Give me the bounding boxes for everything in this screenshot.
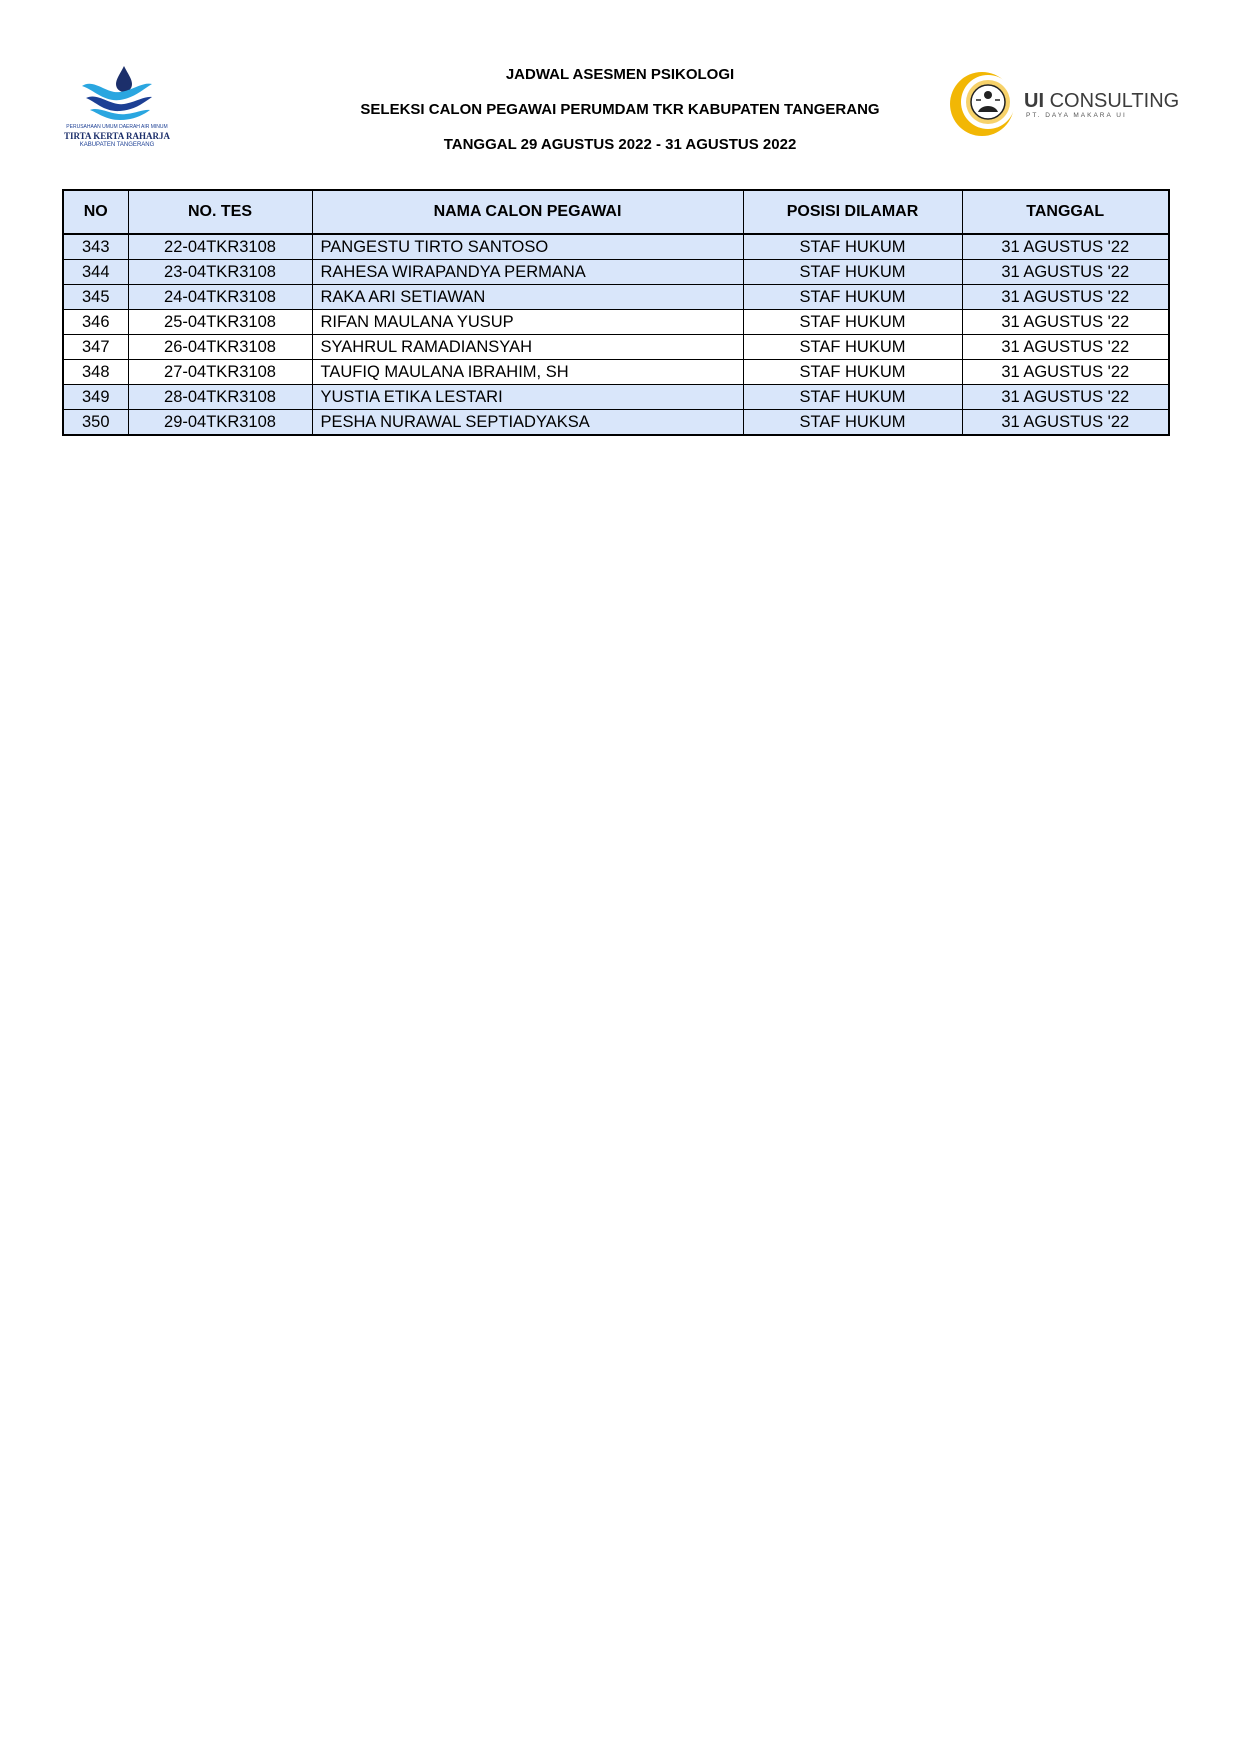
cell-nama: RAKA ARI SETIAWAN — [312, 285, 743, 310]
column-header-nama: NAMA CALON PEGAWAI — [312, 190, 743, 234]
cell-posisi: STAF HUKUM — [743, 385, 962, 410]
table-row — [63, 360, 1169, 385]
cell-tanggal: 31 AGUSTUS '22 — [962, 310, 1169, 335]
logo-bottom-text: KABUPATEN TANGERANG — [79, 142, 155, 148]
cell-no: 348 — [63, 360, 128, 385]
cell-nama: PESHA NURAWAL SEPTIADYAKSA — [312, 410, 743, 436]
ui-consulting-logo — [948, 70, 1180, 140]
cell-no: 350 — [63, 410, 128, 436]
table-row — [63, 234, 1169, 260]
cell-no: 345 — [63, 285, 128, 310]
cell-no: 343 — [63, 234, 128, 260]
cell-no-tes: 26-04TKR3108 — [128, 335, 312, 360]
cell-posisi: STAF HUKUM — [743, 360, 962, 385]
cell-tanggal: 31 AGUSTUS '22 — [962, 285, 1169, 310]
cell-no-tes: 22-04TKR3108 — [128, 234, 312, 260]
schedule-table — [62, 189, 1170, 436]
ui-consulting-subtitle: PT. DAYA MAKARA UI — [1026, 112, 1127, 119]
cell-no: 349 — [63, 385, 128, 410]
cell-tanggal: 31 AGUSTUS '22 — [962, 360, 1169, 385]
cell-posisi: STAF HUKUM — [743, 260, 962, 285]
cell-posisi: STAF HUKUM — [743, 335, 962, 360]
cell-no: 344 — [63, 260, 128, 285]
tirta-kerta-raharja-logo — [62, 64, 172, 154]
cell-no-tes: 23-04TKR3108 — [128, 260, 312, 285]
cell-tanggal: 31 AGUSTUS '22 — [962, 260, 1169, 285]
cell-no-tes: 28-04TKR3108 — [128, 385, 312, 410]
water-wave-logo-icon — [80, 64, 154, 122]
column-header-no: NO — [63, 190, 128, 234]
cell-nama: RAHESA WIRAPANDYA PERMANA — [312, 260, 743, 285]
cell-no-tes: 27-04TKR3108 — [128, 360, 312, 385]
table-row — [63, 260, 1169, 285]
table-row — [63, 335, 1169, 360]
cell-no: 346 — [63, 310, 128, 335]
cell-nama: TAUFIQ MAULANA IBRAHIM, SH — [312, 360, 743, 385]
cell-posisi: STAF HUKUM — [743, 410, 962, 436]
title-line-2: SELEKSI CALON PEGAWAI PERUMDAM TKR KABUPATEN TANGERANG — [360, 101, 880, 118]
cell-nama: RIFAN MAULANA YUSUP — [312, 310, 743, 335]
cell-posisi: STAF HUKUM — [743, 285, 962, 310]
cell-tanggal: 31 AGUSTUS '22 — [962, 410, 1169, 436]
cell-no-tes: 29-04TKR3108 — [128, 410, 312, 436]
column-header-no-tes: NO. TES — [128, 190, 312, 234]
column-header-posisi: POSISI DILAMAR — [743, 190, 962, 234]
cell-no: 347 — [63, 335, 128, 360]
cell-nama: SYAHRUL RAMADIANSYAH — [312, 335, 743, 360]
logo-top-text: PERUSAHAAN UMUM DAERAH AIR MINUM — [66, 124, 168, 130]
cell-nama: YUSTIA ETIKA LESTARI — [312, 385, 743, 410]
cell-tanggal: 31 AGUSTUS '22 — [962, 234, 1169, 260]
cell-nama: PANGESTU TIRTO SANTOSO — [312, 234, 743, 260]
column-header-tanggal: TANGGAL — [962, 190, 1169, 234]
cell-no-tes: 25-04TKR3108 — [128, 310, 312, 335]
table-row — [63, 310, 1169, 335]
title-line-1: JADWAL ASESMEN PSIKOLOGI — [505, 66, 735, 83]
cell-tanggal: 31 AGUSTUS '22 — [962, 335, 1169, 360]
table-header-row — [63, 190, 1169, 234]
ui-consulting-emblem-icon — [948, 70, 1020, 140]
table-row — [63, 385, 1169, 410]
document-title-block — [300, 66, 940, 171]
table-row — [63, 285, 1169, 310]
logo-brand-text: TIRTA KERTA RAHARJA — [63, 131, 171, 141]
cell-posisi: STAF HUKUM — [743, 310, 962, 335]
ui-consulting-brand: UI CONSULTING — [1024, 90, 1180, 112]
title-line-3: TANGGAL 29 AGUSTUS 2022 - 31 AGUSTUS 2022 — [443, 136, 797, 153]
cell-no-tes: 24-04TKR3108 — [128, 285, 312, 310]
cell-tanggal: 31 AGUSTUS '22 — [962, 385, 1169, 410]
table-row — [63, 410, 1169, 436]
cell-posisi: STAF HUKUM — [743, 234, 962, 260]
